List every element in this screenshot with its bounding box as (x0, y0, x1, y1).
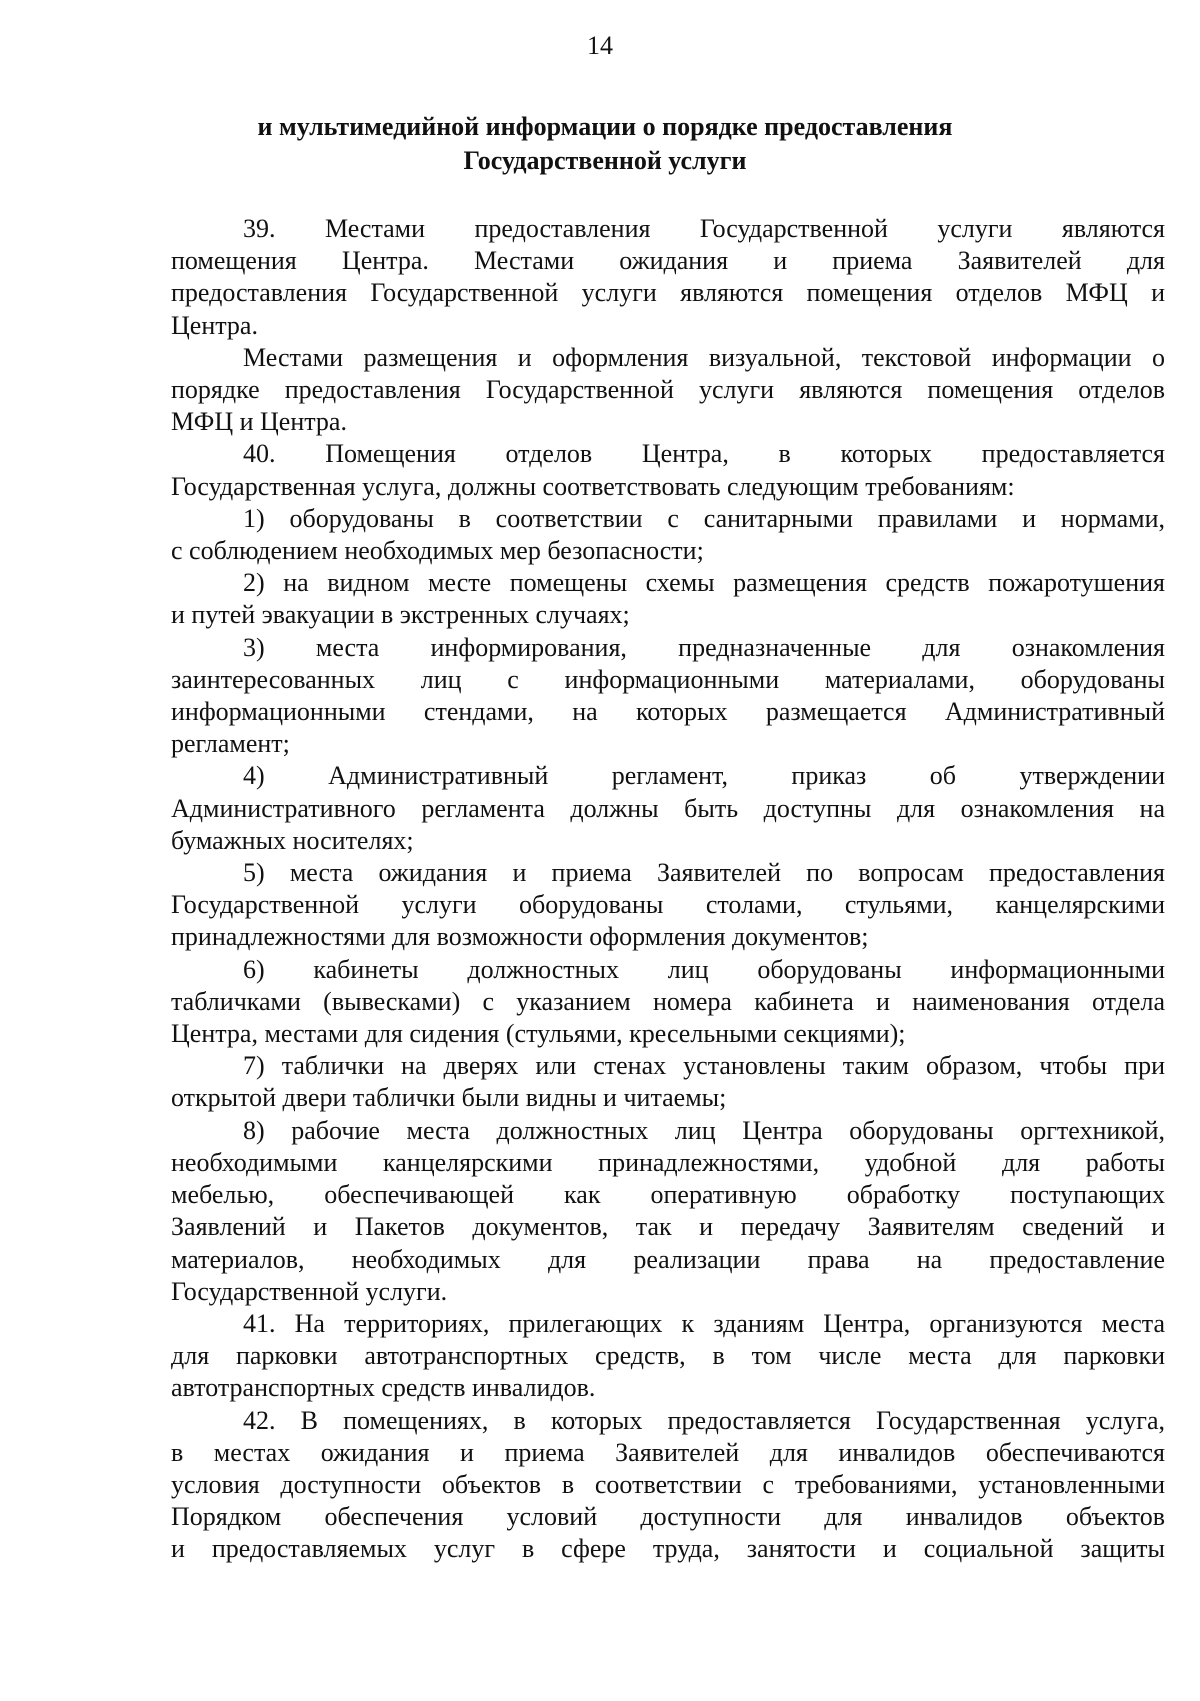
list-item-5 (171, 857, 1165, 954)
text-line: Порядком обеспечения условий доступности для инвалидов объектов (171, 1502, 1165, 1532)
text-line: табличками (вывесками) с указанием номера кабинета и наименования отдела (171, 986, 1165, 1016)
text-line: Центра. (171, 310, 258, 340)
text-line: в местах ожидания и приема Заявителей для инвалидов обеспечиваются (171, 1437, 1165, 1467)
text-line: Государственной услуги. (171, 1276, 448, 1306)
paragraph-42 (171, 1405, 1165, 1566)
text-line: 41. На территориях, прилегающих к зданиям Центра, организуются места (243, 1308, 1165, 1338)
text-line: материалов, необходимых для реализации права на предоставление (171, 1244, 1165, 1274)
paragraph-39-info-places (171, 342, 1165, 439)
text-line: принадлежностями для возможности оформления документов; (171, 922, 869, 952)
text-line: и путей эвакуации в экстренных случаях; (171, 600, 630, 630)
text-line: 5) места ожидания и приема Заявителей по вопросам предоставления (243, 858, 1165, 888)
text-line: бумажных носителях; (171, 825, 414, 855)
list-item-1 (171, 503, 1165, 567)
list-item-7 (171, 1050, 1165, 1114)
document-body (171, 213, 1165, 1566)
text-line: Административного регламента должны быть доступны для ознакомления на (171, 793, 1165, 823)
text-line: регламент; (171, 729, 290, 759)
page-number: 14 (587, 31, 613, 60)
text-line: 42. В помещениях, в которых предоставляется Государственная услуга, (243, 1405, 1165, 1435)
text-line: 4) Административный регламент, приказ об утверждении (243, 761, 1165, 791)
text-line: 39. Местами предоставления Государственной услуги являются (243, 214, 1165, 243)
text-line: предоставления Государственной услуги являются помещения отделов МФЦ и (171, 278, 1165, 308)
text-line: 40. Помещения отделов Центра, в которых предоставляется (243, 439, 1165, 469)
text-line: 1) оборудованы в соответствии с санитарными правилами и нормами, (243, 503, 1165, 533)
text-line: Местами размещения и оформления визуальной, текстовой информации о (243, 342, 1165, 372)
text-line: Государственной услуги оборудованы столами, стульями, канцелярскими (171, 890, 1165, 920)
paragraph-41 (171, 1308, 1165, 1405)
text-line: мебелью, обеспечивающей как оперативную обработку поступающих (171, 1180, 1165, 1210)
text-line: условия доступности объектов в соответствии с требованиями, установленными (171, 1469, 1165, 1499)
list-item-8 (171, 1115, 1165, 1308)
heading-line: Государственной услуги (463, 146, 747, 175)
text-line: и предоставляемых услуг в сфере труда, занятости и социальной защиты (171, 1534, 1165, 1564)
text-line: 6) кабинеты должностных лиц оборудованы информационными (243, 954, 1165, 984)
text-line: необходимыми канцелярскими принадлежностями, удобной для работы (171, 1147, 1165, 1177)
text-line: открытой двери таблички были видны и читаемы; (171, 1083, 727, 1113)
text-line: заинтересованных лиц с информационными материалами, оборудованы (171, 664, 1165, 694)
text-line: 2) на видном месте помещены схемы размещения средств пожаротушения (243, 568, 1165, 598)
text-line: порядке предоставления Государственной услуги являются помещения отделов (171, 375, 1165, 405)
text-line: МФЦ и Центра. (171, 407, 347, 437)
list-item-6 (171, 954, 1165, 1051)
heading-line: и мультимедийной информации о порядке предоставления (257, 112, 953, 141)
section-heading (150, 110, 1060, 178)
paragraph-39 (171, 213, 1165, 342)
text-line: Центра, местами для сидения (стульями, кресельными секциями); (171, 1019, 906, 1049)
text-line: с соблюдением необходимых мер безопасности; (171, 536, 704, 566)
text-line: 7) таблички на дверях или стенах установлены таким образом, чтобы при (243, 1051, 1165, 1081)
text-line: 3) места информирования, предназначенные для ознакомления (243, 632, 1165, 662)
list-item-3 (171, 632, 1165, 761)
list-item-2 (171, 567, 1165, 631)
text-line: помещения Центра. Местами ожидания и приема Заявителей для (171, 246, 1165, 276)
text-line: автотранспортных средств инвалидов. (171, 1373, 596, 1403)
list-item-4 (171, 760, 1165, 857)
text-line: информационными стендами, на которых размещается Административный (171, 697, 1165, 727)
paragraph-40 (171, 438, 1165, 502)
text-line: для парковки автотранспортных средств, в том числе места для парковки (171, 1341, 1165, 1371)
text-line: Государственная услуга, должны соответствовать следующим требованиям: (171, 471, 1015, 501)
text-line: 8) рабочие места должностных лиц Центра оборудованы оргтехникой, (243, 1115, 1165, 1145)
text-line: Заявлений и Пакетов документов, так и передачу Заявителям сведений и (171, 1212, 1165, 1242)
